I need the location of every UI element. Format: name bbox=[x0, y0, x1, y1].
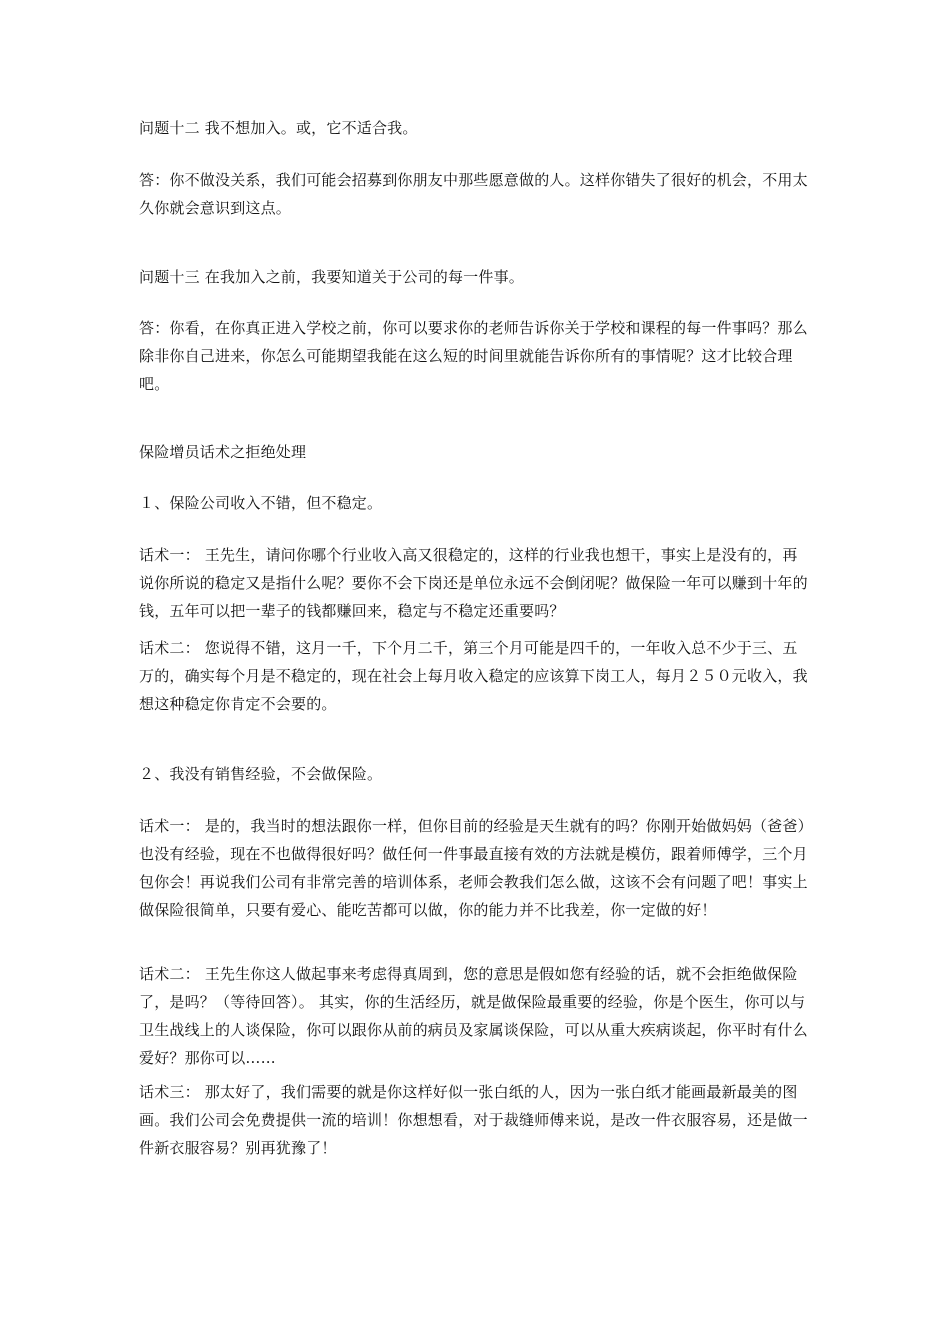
q13-answer: 答：你看，在你真正进入学校之前，你可以要求你的老师告诉你关于学校和课程的每一件事吗？那么除非你自己进来，你怎么可能期望我能在这么短的时间里就能告诉你所有的事情呢？这才比较合理吧。 bbox=[139, 319, 808, 393]
item2-script3: 话术三： 那太好了，我们需要的就是你这样好似一张白纸的人，因为一张白纸才能画最新最美的图画。我们公司会免费提供一流的培训！你想想看，对于裁缝师傅来说，是改一件衣服容易，还是做一件新衣服容易？别再犹豫了！ bbox=[139, 1083, 808, 1157]
item2-script1: 话术一： 是的，我当时的想法跟你一样，但你目前的经验是天生就有的吗？你刚开始做妈妈（爸爸）也没有经验，现在不也做得很好吗？做任何一件事最直接有效的方法就是模仿，跟着师傅学，三个月包你会！再说我们公司有非常完善的培训体系，老师会教我们怎么做，这该不会有问题了吧！事实上做保险很简单，只要有爱心、能吃苦都可以做，你的能力并不比我差，你一定做的好！ bbox=[139, 817, 808, 919]
q12-title: 问题十二 我不想加入。或，它不适合我。 bbox=[139, 119, 418, 137]
item1-script2: 话术二： 您说得不错，这月一千，下个月二千，第三个月可能是四千的，一年收入总不少于三、五万的，确实每个月是不稳定的，现在社会上每月收入稳定的应该算下岗工人，每月２５０元收入，我想这种稳定你肯定不会要的。 bbox=[139, 639, 808, 713]
q12-answer: 答：你不做没关系，我们可能会招募到你朋友中那些愿意做的人。这样你错失了很好的机会，不用太久你就会意识到这点。 bbox=[139, 171, 808, 217]
item2-title: ２、我没有销售经验，不会做保险。 bbox=[139, 765, 383, 783]
section-title: 保险增员话术之拒绝处理 bbox=[139, 443, 307, 461]
item1-title: １、保险公司收入不错，但不稳定。 bbox=[139, 494, 383, 512]
item2-script2: 话术二： 王先生你这人做起事来考虑得真周到，您的意思是假如您有经验的话，就不会拒绝做保险了，是吗？（等待回答）。 其实，你的生活经历，就是做保险最重要的经验，你是个医生，你可以与卫生战线上的人谈保险，你可以跟你从前的病员及家属谈保险，可以从重大疾病谈起，你平时有什么爱好？那你可以…… bbox=[139, 965, 808, 1067]
item1-script1: 话术一： 王先生，请问你哪个行业收入高又很稳定的，这样的行业我也想干，事实上是没有的，再说你所说的稳定又是指什么呢？要你不会下岗还是单位永远不会倒闭呢？做保险一年可以赚到十年的钱，五年可以把一辈子的钱都赚回来，稳定与不稳定还重要吗？ bbox=[139, 546, 808, 620]
q13-title: 问题十三 在我加入之前，我要知道关于公司的每一件事。 bbox=[139, 268, 524, 286]
